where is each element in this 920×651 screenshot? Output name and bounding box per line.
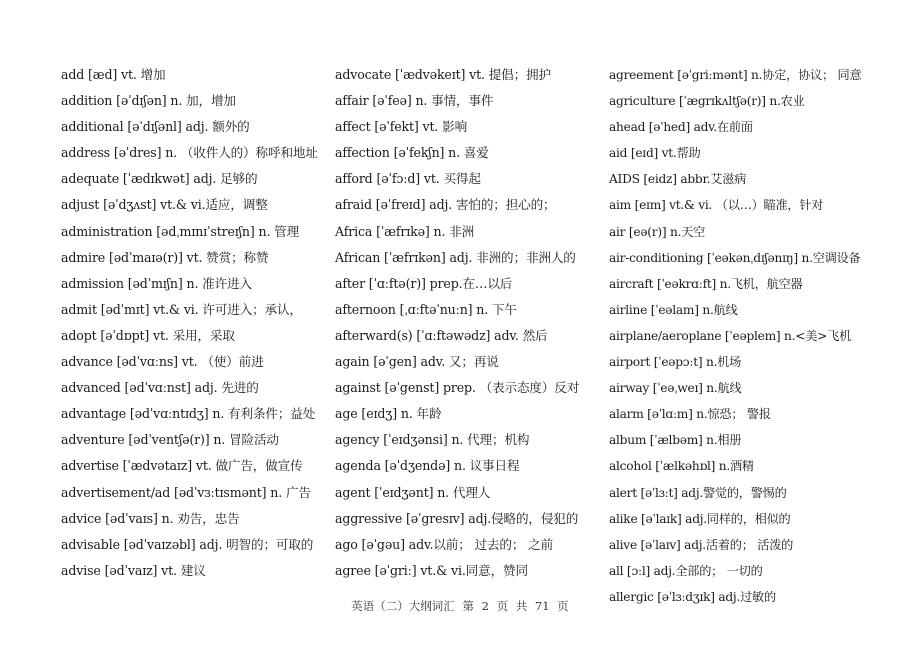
vocab-entry: aim [eɪm] vt.& vi. （以…）瞄准，针对 xyxy=(609,198,824,213)
vocab-entry: afraid [əˈfreɪd] adj. 害怕的；担心的； xyxy=(335,197,556,213)
vocab-entry: AIDS [eidz] abbr.艾滋病 xyxy=(609,172,747,187)
vocab-entry: advertisement/ad [ədˈvɜːtɪsmənt] n. 广告 xyxy=(61,484,311,500)
vocab-entry: advantage [ədˈvɑːntɪdʒ] n. 有利条件；益处 xyxy=(61,406,316,422)
vocab-entry: adventure [ədˈventʃə(r)] n. 冒险活动 xyxy=(61,432,279,448)
vocab-entry: agriculture [ˈægrɪkʌltʃə(r)] n.农业 xyxy=(609,94,805,109)
vocab-entry: adequate [ˈædɪkwət] adj. 足够的 xyxy=(61,171,258,187)
vocab-entry: advise [ədˈvaɪz] vt. 建议 xyxy=(61,562,206,578)
vocab-entry: age [eɪdʒ] n. 年龄 xyxy=(335,406,442,422)
vocab-entry: alarm [əˈlɑːm] n.惊恐； 警报 xyxy=(609,407,771,422)
vocab-entry: agenda [əˈdʒendə] n. 议事日程 xyxy=(335,458,520,474)
vocab-entry: adjust [əˈdʒʌst] vt.& vi.适应，调整 xyxy=(61,197,268,213)
vocab-entry: agreement [əˈgriːmənt] n.协定，协议； 同意 xyxy=(609,68,862,82)
vocab-entry: agree [əˈgriː] vt.& vi.同意，赞同 xyxy=(335,562,528,578)
vocab-entry: advanced [ədˈvɑːnst] adj. 先进的 xyxy=(61,380,259,396)
vocab-entry: administration [ədˌmɪnɪˈstreɪʃn] n. 管理 xyxy=(61,223,300,239)
vocab-entry: advisable [ədˈvaɪzəbl] adj. 明智的；可取的 xyxy=(61,536,314,552)
vocab-entry: admission [ədˈmɪʃn] n. 准许进入 xyxy=(61,275,252,291)
vocab-entry: affection [əˈfekʃn] n. 喜爱 xyxy=(335,145,489,161)
vocab-entry: all [ɔːl] adj.全部的； 一切的 xyxy=(609,563,763,578)
vocab-entry: again [əˈgen] adv. 又；再说 xyxy=(335,354,499,370)
vocab-entry: additional [əˈdɪʃənl] adj. 额外的 xyxy=(61,119,250,135)
vocab-entry: address [əˈdres] n. （收件人的）称呼和地址 xyxy=(61,145,318,161)
vocab-entry: airplane/aeroplane [ˈeəplem] n.<美>飞机 xyxy=(609,328,852,343)
vocab-entry: after [ˈɑːftə(r)] prep.在…以后 xyxy=(335,275,513,291)
vocab-entry: affair [əˈfeə] n. 事情，事件 xyxy=(335,93,494,109)
vocab-entry: agent [ˈeɪdʒənt] n. 代理人 xyxy=(335,484,491,500)
vocab-entry: advertise [ˈædvətaɪz] vt. 做广告，做宣传 xyxy=(61,458,303,474)
vocab-entry: alike [əˈlaɪk] adj.同样的，相似的 xyxy=(609,511,791,526)
vocab-entry: advance [ədˈvɑːns] vt. （使）前进 xyxy=(61,354,264,370)
vocab-entry: alert [əˈlɜːt] adj.警觉的，警惕的 xyxy=(609,485,787,500)
vocab-entry: afternoon [ˌɑːftəˈnuːn] n. 下午 xyxy=(335,301,517,317)
vocab-entry: adopt [əˈdɒpt] vt. 采用，采取 xyxy=(61,327,235,343)
word-column-3 xyxy=(609,62,869,610)
vocab-entry: against [əˈgenst] prep. （表示态度）反对 xyxy=(335,380,580,396)
vocab-entry: afford [əˈfɔːd] vt. 买得起 xyxy=(335,171,481,187)
vocab-entry: air [eə(r)] n.天空 xyxy=(609,224,706,239)
page-footer: 英语（二）大纲词汇 第 2 页 共 71 页 xyxy=(351,599,569,613)
vocab-entry: admire [ədˈmaɪə(r)] vt. 赞赏；称赞 xyxy=(61,249,269,265)
vocab-entry: airway [ˈeəˌweɪ] n.航线 xyxy=(609,381,742,396)
vocab-entry: Africa [ˈæfrɪkə] n. 非洲 xyxy=(335,223,475,239)
word-column-2 xyxy=(335,62,597,584)
vocab-entry: admit [ədˈmɪt] vt.& vi. 许可进入；承认， xyxy=(61,301,302,317)
vocab-entry: advice [ədˈvaɪs] n. 劝告，忠告 xyxy=(61,510,240,526)
vocab-entry: ago [əˈgəu] adv.以前； 过去的； 之前 xyxy=(335,536,554,552)
word-column-1 xyxy=(61,62,323,584)
vocab-entry: afterward(s) [ˈɑːftəwədz] adv. 然后 xyxy=(335,327,548,343)
vocab-entry: aircraft [ˈeəkrɑːft] n.飞机，航空器 xyxy=(609,276,803,291)
vocab-entry: alive [əˈlaɪv] adj.活着的； 活泼的 xyxy=(609,537,794,552)
vocab-entry: alcohol [ˈælkəhɒl] n.酒精 xyxy=(609,459,754,474)
vocab-entry: addition [əˈdɪʃən] n. 加，增加 xyxy=(61,93,236,109)
vocab-entry: allergic [əˈlɜːdʒɪk] adj.过敏的 xyxy=(609,589,776,604)
vocab-entry: agency [ˈeɪdʒənsi] n. 代理；机构 xyxy=(335,432,530,448)
vocab-entry: advocate [ˈædvəkeɪt] vt. 提倡；拥护 xyxy=(335,67,551,82)
vocab-entry: air-conditioning [ˈeəkənˌdɪʃənɪŋ] n.空调设备 xyxy=(609,250,861,265)
vocab-entry: affect [əˈfekt] vt. 影响 xyxy=(335,119,468,135)
vocab-entry: add [æd] vt. 增加 xyxy=(61,67,166,82)
vocab-entry: airline [ˈeəlam] n.航线 xyxy=(609,302,738,317)
vocab-entry: album [ˈælbəm] n.相册 xyxy=(609,433,742,448)
vocab-entry: aid [eɪd] vt.帮助 xyxy=(609,146,701,161)
vocab-entry: ahead [əˈhed] adv.在前面 xyxy=(609,120,753,135)
vocab-entry: African [ˈæfrɪkən] adj. 非洲的；非洲人的 xyxy=(335,249,576,265)
vocab-entry: airport [ˈeəpɔːt] n.机场 xyxy=(609,355,742,370)
vocab-entry: aggressive [əˈgresɪv] adj.侵略的，侵犯的 xyxy=(335,510,579,526)
